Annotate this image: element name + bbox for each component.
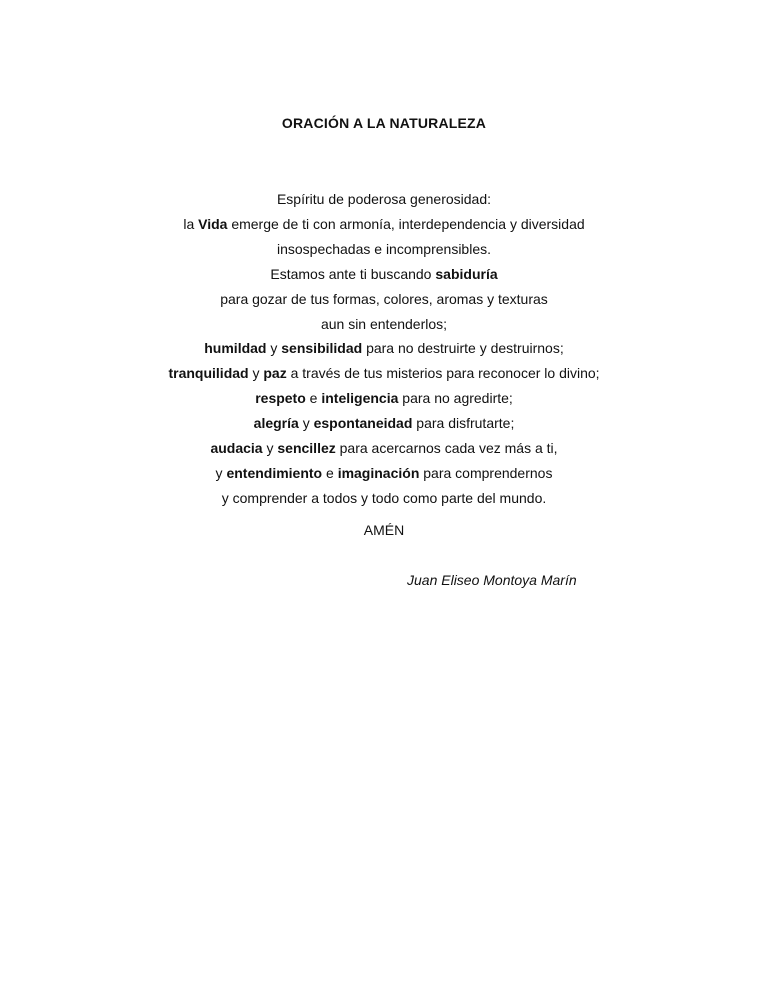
poem-bold-word: tranquilidad (168, 365, 249, 382)
document-title: ORACIÓN A LA NATURALEZA (281, 115, 487, 131)
poem-text: y (215, 464, 227, 481)
poem-text: para no destruirte y destruirnos; (362, 340, 564, 357)
poem-text: e (322, 464, 338, 481)
poem-line (0, 486, 768, 511)
poem-line (0, 336, 768, 361)
poem-bold-word: imaginación (337, 464, 420, 481)
poem-bold-word: audacia (210, 440, 263, 457)
poem-line (0, 411, 768, 436)
poem-text: a través de tus misterios para reconocer lo divino; (286, 365, 600, 382)
poem-body (0, 187, 768, 511)
poem-line (0, 287, 768, 312)
poem-text: Estamos ante ti buscando (270, 265, 436, 282)
poem-line (0, 212, 768, 237)
poem-bold-word: humildad (204, 340, 267, 357)
poem-bold-word: entendimiento (226, 464, 323, 481)
poem-bold-word: alegría (253, 415, 299, 432)
poem-text: e (305, 390, 322, 407)
poem-text: para disfrutarte; (412, 415, 515, 432)
poem-text: aun sin entenderlos; (320, 315, 448, 332)
poem-text: y comprender a todos y todo como parte del mundo. (221, 489, 547, 506)
poem-line (0, 237, 768, 262)
poem-text: y (262, 440, 278, 457)
poem-text: para gozar de tus formas, colores, aromas y texturas (220, 290, 548, 307)
author-signature: Juan Eliseo Montoya Marín (407, 572, 577, 588)
poem-line (0, 436, 768, 461)
poem-line (0, 461, 768, 486)
poem-bold-word: espontaneidad (313, 415, 413, 432)
poem-bold-word: sensibilidad (281, 340, 363, 357)
poem-text: insospechadas e incomprensibles. (276, 240, 491, 257)
poem-line (0, 312, 768, 337)
poem-text: para acercarnos cada vez más a ti, (335, 440, 558, 457)
poem-bold-word: paz (263, 365, 287, 382)
poem-text: y (298, 415, 314, 432)
poem-text: Espíritu de poderosa generosidad: (276, 191, 492, 207)
poem-text: para comprendernos (419, 464, 553, 481)
poem-line (0, 262, 768, 287)
poem-bold-word: respeto (255, 390, 306, 407)
poem-bold-word: sabiduría (435, 265, 498, 282)
poem-text: para no agredirte; (398, 390, 513, 407)
poem-text: emerge de ti con armonía, interdependencia y diversidad (227, 215, 585, 232)
poem-bold-word: Vida (198, 215, 228, 232)
poem-line (0, 386, 768, 411)
poem-line (0, 187, 768, 212)
poem-bold-word: inteligencia (321, 390, 399, 407)
poem-text: y (266, 340, 282, 357)
poem-line (0, 361, 768, 386)
poem-text: la (183, 215, 199, 232)
poem-text: y (248, 365, 264, 382)
amen-line: AMÉN (363, 522, 405, 538)
poem-bold-word: sencillez (277, 440, 336, 457)
